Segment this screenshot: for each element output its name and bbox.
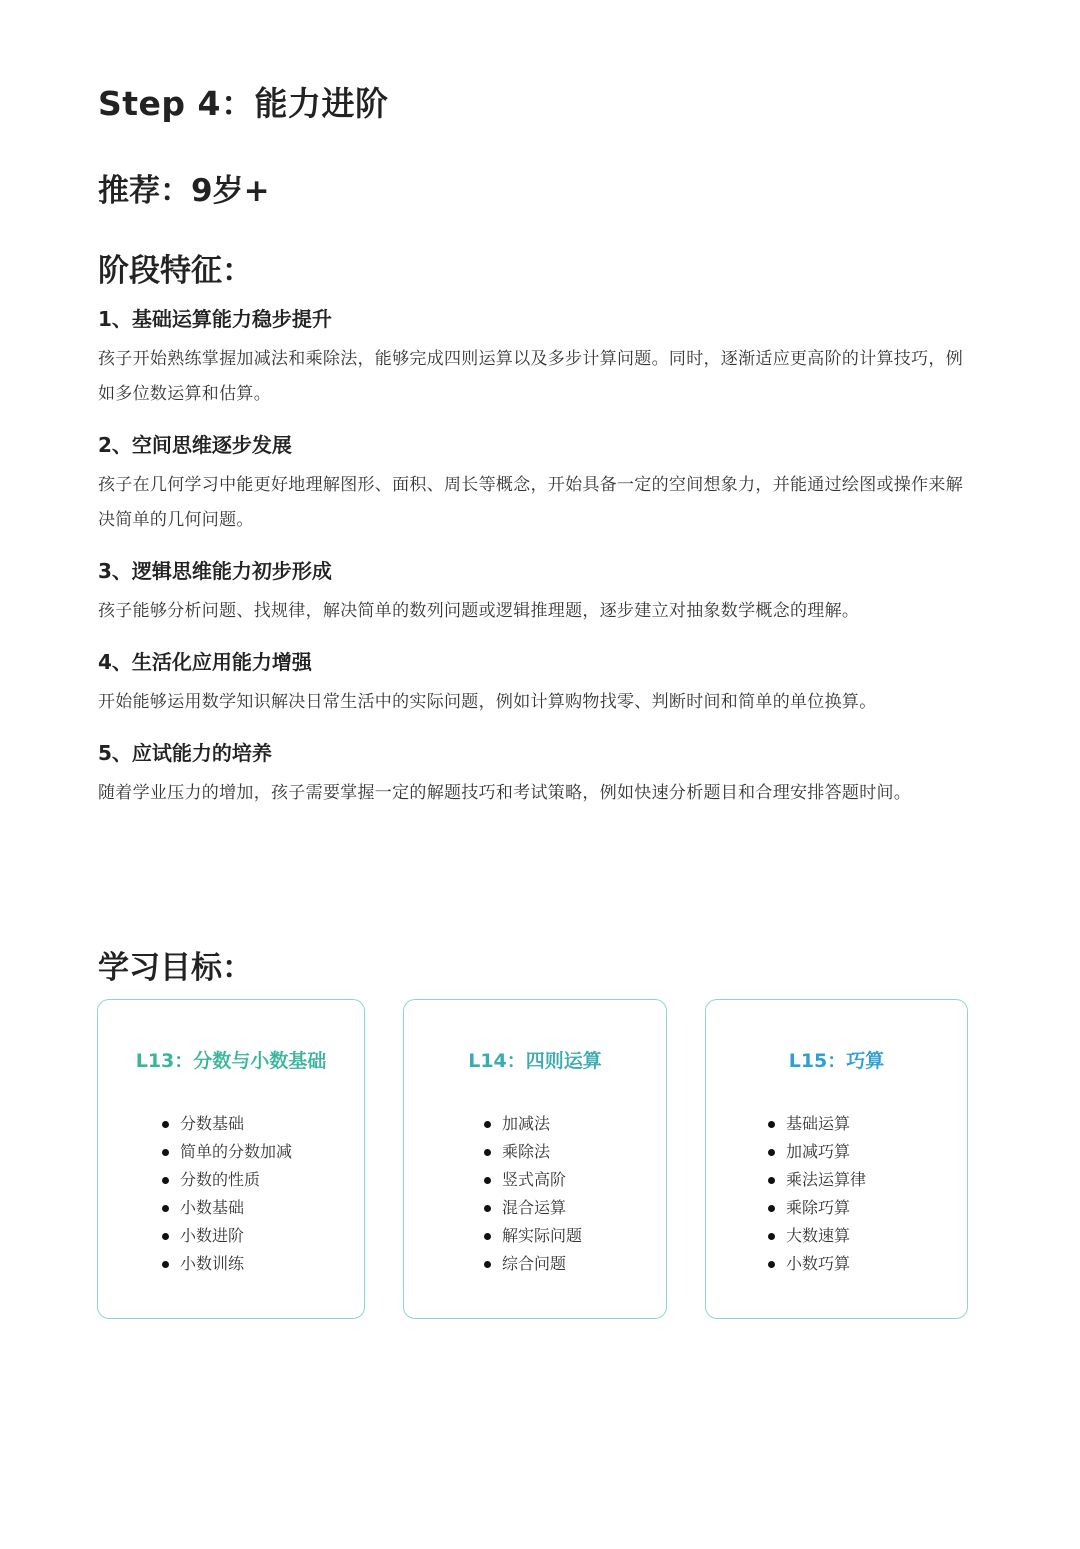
feature-text: 孩子在几何学习中能更好地理解图形、面积、周长等概念，开始具备一定的空间想象力，并能通过绘图或操作来解决简单的几何问题。 — [98, 475, 963, 530]
goal-list-item — [162, 1194, 292, 1222]
feature-text: 随着学业压力的增加，孩子需要掌握一定的解题技巧和考试策略，例如快速分析题目和合理安排答题时间。 — [98, 783, 912, 803]
goal-list-item-label: 加减巧算 — [786, 1142, 851, 1161]
bullet-icon — [484, 1121, 491, 1128]
feature-heading: 5、应试能力的培养 — [98, 741, 272, 765]
feature-text: 开始能够运用数学知识解决日常生活中的实际问题，例如计算购物找零、判断时间和简单的单位换算。 — [98, 692, 877, 712]
goal-list-item-label: 乘法运算律 — [786, 1170, 867, 1189]
bullet-icon — [162, 1121, 169, 1128]
goal-list-item-label: 大数速算 — [786, 1226, 851, 1245]
goal-list-item — [162, 1222, 292, 1250]
bullet-icon — [484, 1261, 491, 1268]
feature-item — [98, 428, 974, 538]
goal-list-item — [484, 1222, 582, 1250]
bullet-icon — [162, 1233, 169, 1240]
feature-text: 孩子开始熟练掌握加减法和乘除法，能够完成四则运算以及多步计算问题。同时，逐渐适应更高阶的计算技巧，例如多位数运算和估算。 — [98, 349, 963, 404]
goal-card-title: L14：四则运算 — [468, 1050, 602, 1072]
goal-list-item — [768, 1250, 866, 1278]
goal-card-title: L15：巧算 — [788, 1050, 885, 1072]
bullet-icon — [162, 1261, 169, 1268]
goal-list-item-label: 解实际问题 — [502, 1226, 583, 1245]
goal-list-item — [768, 1138, 866, 1166]
goal-card-l13 — [97, 999, 365, 1319]
goal-list-item-label: 基础运算 — [786, 1114, 851, 1133]
feature-heading: 3、逻辑思维能力初步形成 — [98, 559, 332, 583]
goal-list-item-label: 小数巧算 — [786, 1254, 851, 1273]
feature-item — [98, 736, 974, 811]
bullet-icon — [162, 1205, 169, 1212]
goal-list-item-label: 竖式高阶 — [502, 1170, 567, 1189]
goal-list-item — [162, 1250, 292, 1278]
features-list — [98, 302, 974, 827]
goal-list-item-label: 小数训练 — [180, 1254, 245, 1273]
feature-heading: 1、基础运算能力稳步提升 — [98, 307, 332, 331]
goal-list-item — [484, 1110, 582, 1138]
bullet-icon — [768, 1261, 775, 1268]
goal-list-item-label: 简单的分数加减 — [180, 1142, 293, 1161]
recommended-age: 推荐：9岁+ — [98, 173, 270, 209]
bullet-icon — [484, 1205, 491, 1212]
goal-list-item — [484, 1250, 582, 1278]
goal-card-list — [484, 1110, 582, 1278]
goal-card-list — [768, 1110, 866, 1278]
goal-list-item — [162, 1166, 292, 1194]
goal-list-item — [162, 1110, 292, 1138]
bullet-icon — [768, 1149, 775, 1156]
bullet-icon — [162, 1177, 169, 1184]
bullet-icon — [768, 1121, 775, 1128]
goal-list-item — [484, 1166, 582, 1194]
feature-heading: 2、空间思维逐步发展 — [98, 433, 292, 457]
goal-list-item — [768, 1222, 866, 1250]
goal-card-l15 — [705, 999, 968, 1319]
bullet-icon — [484, 1233, 491, 1240]
goal-list-item-label: 综合问题 — [502, 1254, 567, 1273]
bullet-icon — [162, 1149, 169, 1156]
goal-list-item — [484, 1138, 582, 1166]
goals-section-title: 学习目标： — [98, 950, 253, 986]
goal-list-item-label: 小数进阶 — [180, 1226, 245, 1245]
goal-list-item-label: 混合运算 — [502, 1198, 567, 1217]
goal-list-item — [768, 1194, 866, 1222]
goal-list-item-label: 分数基础 — [180, 1114, 245, 1133]
feature-item — [98, 645, 974, 720]
features-section-title: 阶段特征： — [98, 253, 253, 289]
feature-item — [98, 302, 974, 412]
goal-list-item-label: 加减法 — [502, 1114, 551, 1133]
goal-card-list — [162, 1110, 292, 1278]
bullet-icon — [484, 1149, 491, 1156]
goal-list-item-label: 乘除法 — [502, 1142, 551, 1161]
bullet-icon — [768, 1233, 775, 1240]
bullet-icon — [768, 1177, 775, 1184]
step-title: Step 4：能力进阶 — [98, 84, 389, 123]
goal-list-item — [768, 1166, 866, 1194]
goal-card-title: L13：分数与小数基础 — [135, 1050, 327, 1072]
feature-heading: 4、生活化应用能力增强 — [98, 650, 312, 674]
goal-card-l14 — [403, 999, 667, 1319]
goal-list-item — [484, 1194, 582, 1222]
goal-list-item-label: 分数的性质 — [180, 1170, 261, 1189]
goal-list-item-label: 小数基础 — [180, 1198, 245, 1217]
feature-item — [98, 554, 974, 629]
feature-text: 孩子能够分析问题、找规律，解决简单的数列问题或逻辑推理题，逐步建立对抽象数学概念的理解。 — [98, 601, 860, 621]
goal-list-item-label: 乘除巧算 — [786, 1198, 851, 1217]
goal-list-item — [768, 1110, 866, 1138]
bullet-icon — [484, 1177, 491, 1184]
bullet-icon — [768, 1205, 775, 1212]
goal-list-item — [162, 1138, 292, 1166]
